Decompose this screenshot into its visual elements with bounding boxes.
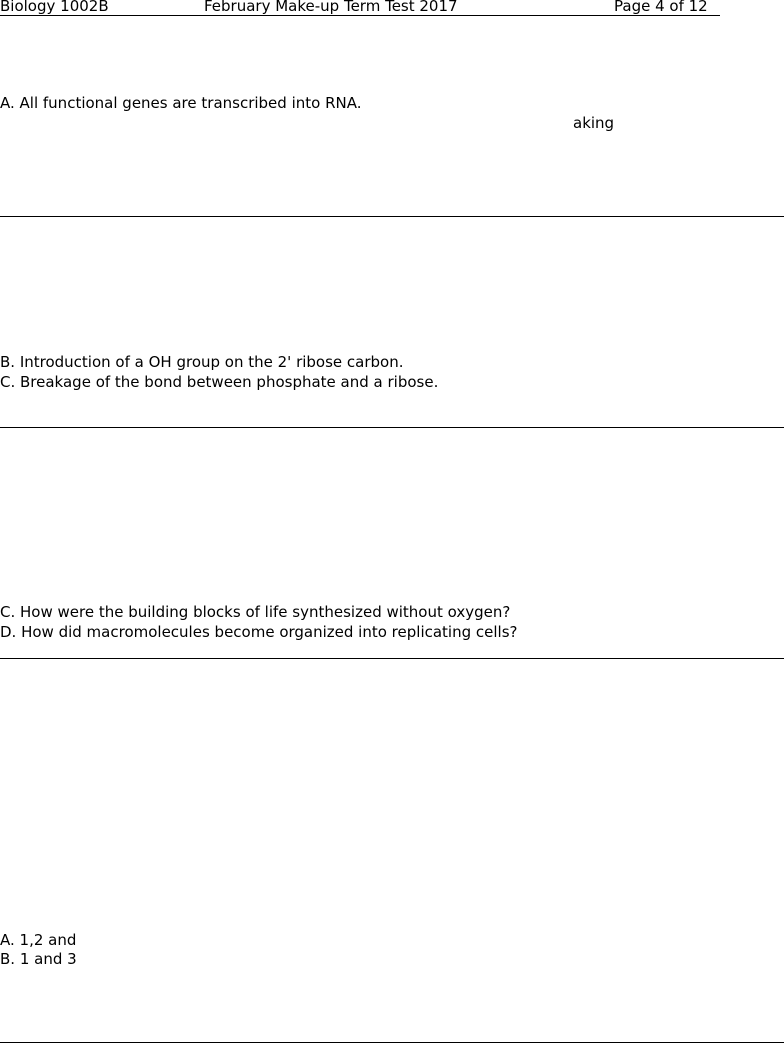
answer-option-b: B. Introduction of a OH group on the 2' ribose carbon. — [0, 353, 404, 371]
page-number: Page 4 of 12 — [614, 0, 708, 15]
answer-option-a: A. 1,2 and — [0, 931, 77, 949]
question-divider — [0, 216, 784, 217]
answer-option-a: A. All functional genes are transcribed into RNA. — [0, 94, 362, 112]
question-divider — [0, 658, 784, 659]
header-rule — [0, 15, 720, 16]
test-title: February Make-up Term Test 2017 — [204, 0, 458, 15]
course-code: Biology 1002B — [0, 0, 109, 15]
answer-option-c: C. How were the building blocks of life synthesized without oxygen? — [0, 603, 511, 621]
page-header — [0, 0, 720, 15]
answer-option-c: C. Breakage of the bond between phosphate and a ribose. — [0, 373, 439, 391]
answer-option-d: D. How did macromolecules become organized into replicating cells? — [0, 623, 518, 641]
question-divider — [0, 1042, 784, 1043]
question-divider — [0, 427, 784, 428]
answer-option-b: B. 1 and 3 — [0, 950, 77, 968]
answer-fragment: aking — [573, 114, 615, 132]
